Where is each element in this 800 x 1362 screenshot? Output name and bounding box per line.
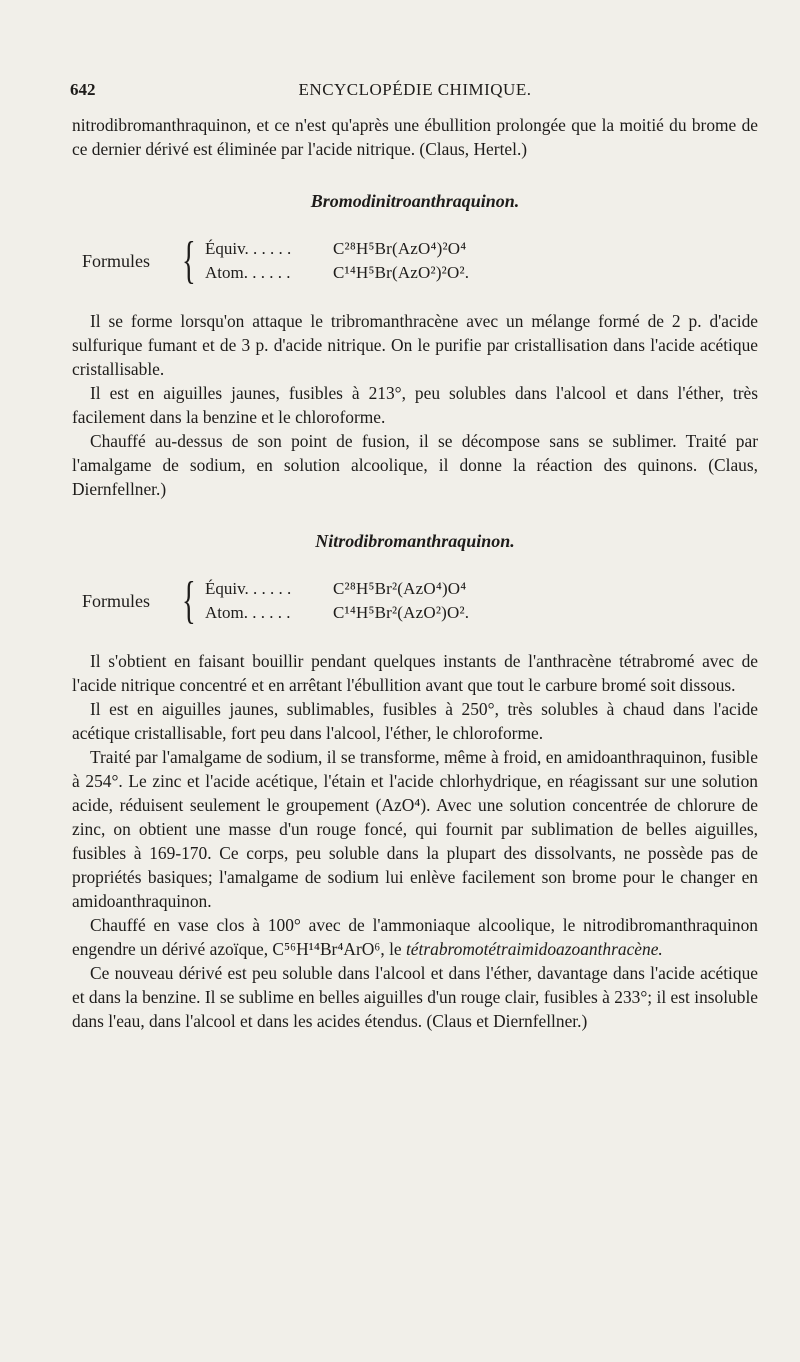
brace-glyph: {	[181, 572, 196, 629]
formula-value: C¹⁴H⁵Br(AzO²)²O².	[333, 263, 470, 282]
paragraph: Il s'obtient en faisant bouillir pendant quelques instants de l'anthracène tétrabromé avec de l'acide nitrique concentré et en arrêtant l'ébullition avant que tout le carbure bromé soit dissous.	[72, 651, 758, 695]
formula-row-equiv	[205, 577, 469, 601]
formula-key: Atom. . . . . .	[205, 263, 291, 282]
formula-value: C¹⁴H⁵Br²(AzO²)O².	[333, 603, 470, 622]
formula-block-bromodinitro	[82, 232, 758, 289]
paragraph: Ce nouveau dérivé est peu soluble dans l'alcool et dans l'éther, davantage dans l'acide acétique et dans la benzine. Il se sublime en belles aiguilles d'un rouge clair, fusibles à 233°; il est insoluble dans l'eau, dans l'alcool et dans les acides étendus. (Claus et Diernfellner.)	[72, 963, 758, 1031]
formula-key: Équiv. . . . . .	[205, 579, 292, 598]
page-body	[72, 113, 758, 1033]
azo-text: Chauffé en vase clos à 100° avec de l'ammoniaque alcoolique, le nitrodibromanthraquinon engendre un dérivé azoïque, C⁵⁶H¹⁴Br⁴ArO⁶, le	[72, 915, 758, 959]
formula-row-atom	[205, 601, 469, 625]
formula-block-nitrodibromo	[82, 572, 758, 629]
formula-key: Atom. . . . . .	[205, 603, 291, 622]
formula-value: C²⁸H⁵Br(AzO⁴)²O⁴	[333, 239, 467, 258]
page-header	[70, 80, 760, 104]
compound-name: tétrabromotétraimidoazoanthracène.	[405, 939, 663, 959]
formula-row-atom	[205, 261, 469, 285]
running-title: ENCYCLOPÉDIE CHIMIQUE.	[298, 80, 532, 99]
section-title-nitrodibromo: Nitrodibromanthraquinon.	[315, 531, 515, 551]
formula-label: Formules	[82, 251, 151, 271]
paragraph-azo	[72, 913, 758, 961]
paragraph: Il est en aiguilles jaunes, fusibles à 213°, peu solubles dans l'alcool et dans l'éther, très facilement dans la benzine et le chloroforme.	[72, 383, 758, 427]
formula-label: Formules	[82, 591, 151, 611]
formula-key: Équiv. . . . . .	[205, 239, 292, 258]
formula-value: C²⁸H⁵Br²(AzO⁴)O⁴	[333, 579, 467, 598]
paragraph: Il est en aiguilles jaunes, sublimables, fusibles à 250°, très solubles à chaud dans l'acide acétique cristallisable, fort peu dans l'alcool, l'éther, le chloroforme.	[72, 699, 758, 743]
paragraph: Chauffé au-dessus de son point de fusion, il se décompose sans se sublimer. Traité par l'amalgame de sodium, en solution alcoolique, il donne la réaction des quinons. (Claus, Diernfellner.)	[72, 431, 758, 499]
brace-glyph: {	[181, 232, 196, 289]
intro-paragraph: nitrodibromanthraquinon, et ce n'est qu'après une ébullition prolongée que la moitié du brome de ce dernier dérivé est éliminée par l'acide nitrique. (Claus, Hertel.)	[72, 115, 758, 159]
section-title-bromodinitro: Bromodinitroanthraquinon.	[310, 191, 520, 211]
page-number: 642	[70, 80, 96, 99]
paragraph: Il se forme lorsqu'on attaque le tribromanthracène avec un mélange formé de 2 p. d'acide sulfurique fumant et de 3 p. d'acide nitrique. On le purifie par cristallisation dans l'acide acétique cristallisable.	[72, 311, 758, 379]
paragraph: Traité par l'amalgame de sodium, il se transforme, même à froid, en amidoanthraquinon, fusible à 254°. Le zinc et l'acide acétique, l'étain et l'acide chlorhydrique, en réagissant sur une solution acide, réduisent seulement le groupement (AzO⁴). Avec une solution concentrée de chlorure de zinc, on obtient une masse d'un rouge foncé, qui fournit par sublimation de belles aiguilles, fusibles à 169-170. Ce corps, peu soluble dans la plupart des dissolvants, ne possède pas de propriétés basiques; l'amalgame de sodium lui enlève facilement son brome pour le changer en amidoanthraquinon.	[72, 747, 758, 911]
formula-row-equiv	[205, 237, 469, 261]
